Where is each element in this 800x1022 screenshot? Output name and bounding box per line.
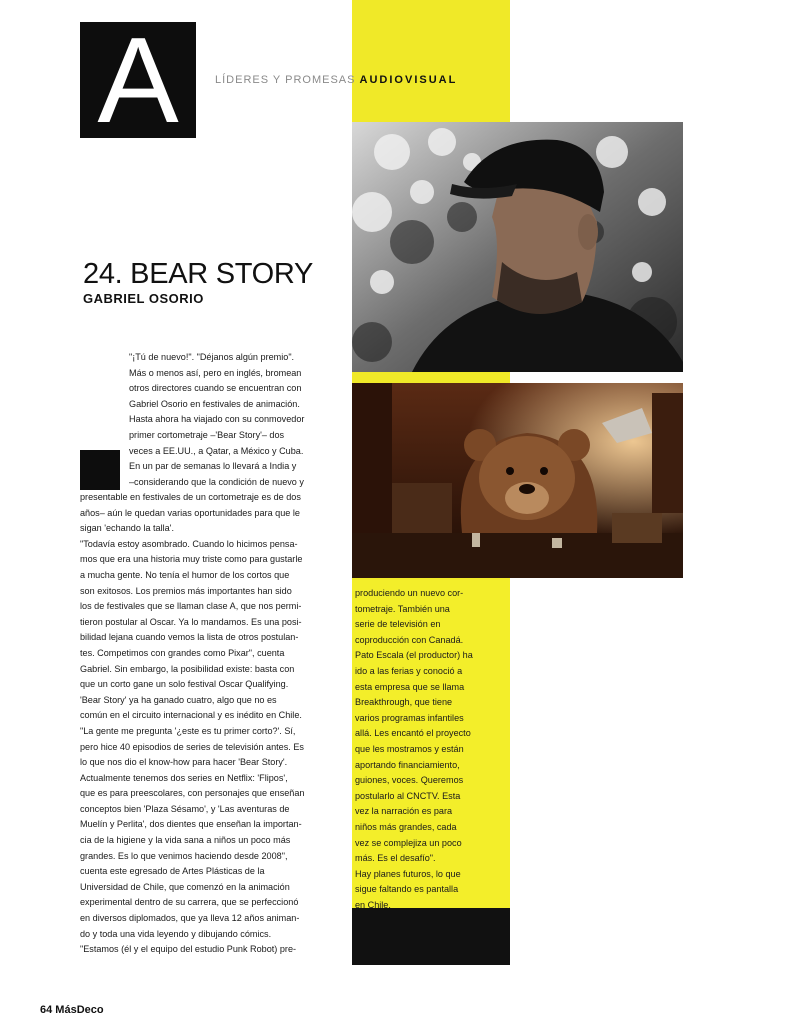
- section-label-light: LÍDERES Y PROMESAS: [215, 74, 356, 86]
- text-line: niños más grandes, cada: [355, 821, 457, 832]
- text-line: son exitosos. Los premios más importantes han sido: [80, 585, 292, 596]
- text-line: lo que nos dio el know-how para hacer 'Bear Story'.: [80, 757, 288, 768]
- text-line: Universidad de Chile, que comenzó en la animación: [80, 881, 290, 892]
- text-line: veces a EE.UU., a Qatar, a México y Cuba.: [129, 445, 304, 456]
- text-line: Hay planes futuros, lo que: [355, 868, 461, 879]
- text-line: coproducción con Canadá.: [355, 634, 464, 645]
- text-line: tometraje. También una: [355, 603, 450, 614]
- text-line: presentable en festivales de un cortometraje es de dos: [80, 492, 301, 502]
- text-line: postularlo al CNCTV. Esta: [355, 790, 461, 801]
- dropcap-block: [80, 450, 120, 490]
- article-author: GABRIEL OSORIO: [83, 291, 204, 306]
- text-line: común en el circuito internacional y es inédito en Chile.: [80, 710, 302, 721]
- text-line: cia de la higiene y la vida sana a niños un poco más: [80, 835, 291, 846]
- text-line: Hasta ahora ha viajado con su conmovedor: [129, 414, 305, 425]
- text-line: varios programas infantiles: [355, 712, 464, 723]
- text-line: "¡Tú de nuevo!". "Déjanos algún premio".: [129, 352, 295, 362]
- text-line: Gabriel Osorio en festivales de animación.: [129, 398, 300, 409]
- section-letter-badge: A: [80, 22, 196, 138]
- section-label: [215, 74, 457, 86]
- intro-paragraph: [129, 350, 304, 490]
- text-line: do y toda una vida leyendo y dibujando cómics.: [80, 928, 272, 939]
- text-line: cuenta este egresado de Artes Plásticas de la: [80, 866, 265, 877]
- text-line: serie de televisión en: [355, 619, 441, 630]
- text-line: vez la narración es para: [355, 806, 453, 817]
- text-line: sigan 'echando la talla'.: [80, 523, 174, 534]
- text-line: 'Bear Story' ya ha ganado cuatro, algo que no es: [80, 694, 277, 705]
- text-line: En un par de semanas lo llevará a India y: [129, 461, 297, 472]
- text-line: Muelín y Perlita', dos dientes que enseñan la importan-: [80, 819, 302, 830]
- text-line: esta empresa que se llama: [355, 681, 465, 692]
- text-line: allá. Les encantó el proyecto: [355, 728, 471, 739]
- text-line: "La gente me pregunta '¿este es tu primer corto?'. Sí,: [80, 725, 296, 736]
- text-line: pero hice 40 episodios de series de televisión antes. Es: [80, 741, 304, 752]
- text-line: guiones, voces. Queremos: [355, 775, 464, 786]
- text-line: produciendo un nuevo cor-: [355, 588, 464, 598]
- text-line: en Chile.: [355, 899, 391, 910]
- section-label-bold: AUDIOVISUAL: [359, 74, 458, 86]
- text-line: en diversos diplomados, que ya lleva 12 años animan-: [80, 913, 300, 924]
- text-line: vez se complejiza un poco: [355, 837, 462, 848]
- text-line: años– aún le quedan varias oportunidades para que le: [80, 507, 300, 518]
- text-line: a mucha gente. No tenía el humor de los cortos que: [80, 569, 290, 580]
- article-title: 24. BEAR STORY: [83, 258, 314, 290]
- text-line: que es para preescolares, con personajes que enseñan: [80, 788, 305, 799]
- text-line: primer cortometraje –'Bear Story'– dos: [129, 429, 285, 440]
- text-line: –considerando que la condición de nuevo y: [129, 476, 304, 487]
- text-line: experimental dentro de su carrera, que se perfeccionó: [80, 897, 299, 908]
- text-line: "Todavía estoy asombrado. Cuando lo hicimos pensa-: [80, 538, 298, 549]
- text-line: Más o menos así, pero en inglés, bromean: [129, 367, 302, 378]
- text-line: que les mostramos y están: [355, 743, 464, 754]
- text-line: bilidad lejana cuando vemos la lista de otros postulan-: [80, 632, 299, 643]
- text-line: los de festivales que se llaman clase A, que nos permi-: [80, 601, 302, 612]
- page-folio: 64 MásDeco: [40, 1004, 104, 1016]
- text-line: otros directores cuando se encuentran con: [129, 383, 302, 394]
- portrait-photo: [352, 122, 683, 372]
- text-line: "Estamos (él y el equipo del estudio Punk Robot) pre-: [80, 944, 297, 955]
- text-line: Actualmente tenemos dos series en Netflix: 'Flipos',: [80, 772, 288, 783]
- text-line: tes. Competimos con grandes como Pixar", cuenta: [80, 647, 285, 658]
- text-line: mos que era una historia muy triste como para gustarle: [80, 554, 303, 565]
- text-line: más. Es el desafío".: [355, 853, 436, 864]
- text-line: sigue faltando es pantalla: [355, 884, 459, 895]
- text-line: grandes. Es lo que venimos haciendo desde 2008",: [80, 850, 288, 861]
- text-line: Breakthrough, que tiene: [355, 697, 453, 708]
- bear-story-still: [352, 383, 683, 578]
- text-line: Pato Escala (el productor) ha: [355, 650, 473, 661]
- text-line: ido a las ferias y conoció a: [355, 665, 463, 676]
- text-line: conceptos bien 'Plaza Sésamo', y 'Las aventuras de: [80, 803, 290, 814]
- text-line: Gabriel. Sin embargo, la posibilidad existe: basta con: [80, 663, 295, 674]
- text-line: tieron postular al Oscar. Ya lo mandamos. Es una posi-: [80, 616, 302, 627]
- right-column: [355, 586, 505, 913]
- text-line: aportando financiamiento,: [355, 759, 460, 770]
- text-line: que un corto gane un solo festival Oscar Qualifying.: [80, 679, 289, 690]
- black-footer-block: [352, 908, 510, 965]
- body-column: [80, 490, 304, 958]
